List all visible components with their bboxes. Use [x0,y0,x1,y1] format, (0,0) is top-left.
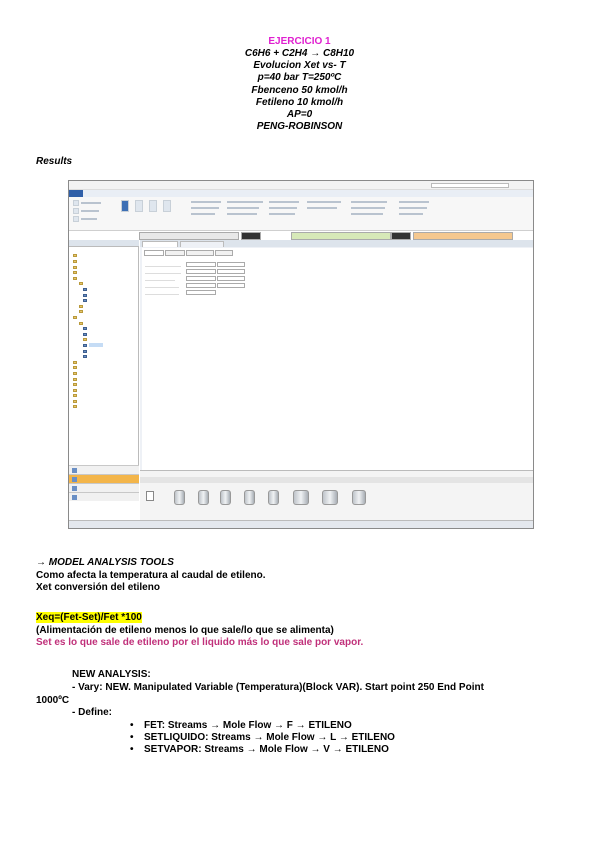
define-item: • SETLIQUIDO: Streams → Mole Flow → L → ETILENO [130,732,395,744]
aspen-screenshot [68,180,534,529]
subtitle-line: Evolucion Xet vs- T [253,60,346,71]
simulation-header [69,240,139,247]
status-bar [69,520,533,528]
pressure-drop-line: AP=0 [286,109,313,120]
conditions-line: p=40 bar T=250ºC [257,72,342,83]
formula-note: (Alimentación de etileno menos lo que sale/lo que se alimenta) [36,625,334,636]
block-form [140,240,533,470]
document-title: EJERCICIO 1 [268,36,331,47]
formula-text: Xeq=(Fet-Set)/Fet *100 [36,612,142,623]
tools-line-2: Xet conversión del etileno [36,582,160,593]
model-palette [140,470,533,520]
search-box [431,183,509,188]
ethylene-feed-line: Fetileno 10 kmol/h [255,97,344,108]
menu-bar [69,190,533,197]
tools-line-1: Como afecta la temperatura al caudal de etileno. [36,570,266,581]
check-status-bar [413,232,513,240]
define-item: • SETVAPOR: Streams → Mole Flow → V → ETILENO [130,744,395,756]
navigation-tree [69,247,139,487]
object-navbar [139,232,239,240]
define-item: • FET: Streams → Mole Flow → F → ETILENO [130,720,395,732]
define-list [130,720,395,756]
ribbon-toolbar [69,197,533,231]
status-navbar [291,232,391,240]
set-note: Set es lo que sale de etileno por el liquido más lo que sale por vapor. [36,637,364,648]
nav-buttons [69,465,139,501]
app-titlebar [69,181,533,190]
benzene-feed-line: Fbenceno 50 kmol/h [251,85,348,96]
property-method-line: PENG-ROBINSON [256,121,343,132]
results-label: Results [36,156,73,167]
tools-heading: → MODEL ANALYSIS TOOLS [36,557,174,568]
define-title: - Define: [72,707,112,718]
reaction-line: C6H6 + C2H4 → C8H10 [244,48,355,59]
file-tab [69,190,83,197]
analysis-title: NEW ANALYSIS: [72,669,151,680]
vary-line: - Vary: NEW. Manipulated Variable (Temperatura)(Block VAR). Start point 250 End Point [72,682,484,693]
formula [36,612,142,624]
vary-continuation: 1000ºC [36,695,70,706]
